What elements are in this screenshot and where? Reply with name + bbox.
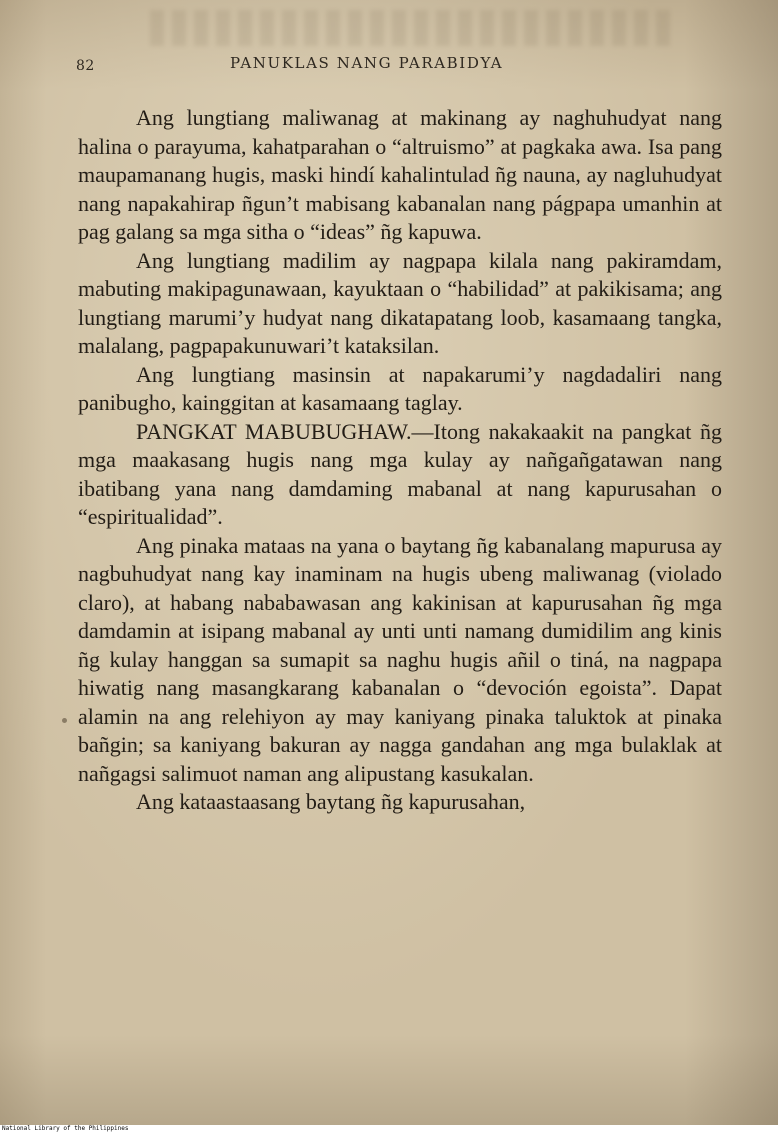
paragraph-dark-green: Ang lungtiang madilim ay nagpapa kilala nang pakiramdam, mabuting makipagunawaan, kayuktaan o “habilidad” at pakikisama; ang lungtiang marumi’y hudyat nang dikatapatang loob, kasamaang tangka, malalang, pagpapakunuwari’t kataksilan.	[78, 247, 722, 358]
margin-mark	[62, 718, 67, 723]
paragraph-highest-spirituality: Ang pinaka mataas na yana o baytang ñg kabanalang mapurusa ay nagbuhudyat nang kay inaminam na hugis ubeng maliwanag (violado claro), at habang nababawasan ang kakinisan at kapurusahan ñg mga damdamin at isipang mabanal ay unti unti namang dumidilim ang kinis ñg kulay hanggan sa sumapit sa naghu hugis añil o tiná, na nagpapa hiwatig nang masangkarang kabanalan o “devoción egoista”. Dapat alamin na ang relehiyon ay may kaniyang pinaka taluktok at pinaka bañgin; sa kaniyang bakuran ay nagga gandahan ang mga bulaklak at nañgagsi salimuot naman ang alipustang kasukalan.	[78, 532, 722, 786]
paragraph-continued: Ang kataastaasang baytang ñg kapurusahan,	[136, 789, 526, 814]
running-head: PANUKLAS NANG PARABIDYA	[230, 54, 504, 72]
paragraph-blue-group: PANGKAT MABUBUGHAW.—Itong nakakaakit na pangkat ñg mga maakasang hugis nang mga kulay ay nañgañgatawan nang ibatibang yana nang damdaming mabanal at nang kapurusahan o “espiritualidad”.	[78, 418, 722, 529]
page-header	[76, 52, 636, 76]
library-credit: National Library of the Philippines	[2, 1125, 129, 1132]
body-text	[78, 104, 722, 817]
bleed-through-shadow	[150, 10, 670, 46]
paragraph-light-green: Ang lungtiang maliwanag at makinang ay naghuhudyat nang halina o parayuma, kahatparahan o “altruismo” at pagkaka awa. Isa pang maupamanang hugis, maski hindí kahalintulad ñg nauna, ay nagluhudyat nang napakahirap ñgun’t mabisang kabanalan nang págpapa umanhin at pag galang sa mga sitha o “ideas” ñg kapuwa.	[78, 105, 722, 244]
footer-strip	[0, 1125, 778, 1133]
page-number: 82	[76, 58, 95, 74]
paragraph-dense-green: Ang lungtiang masinsin at napakarumi’y nagdadaliri nang panibugho, kainggitan at kasamaang taglay.	[78, 361, 722, 415]
